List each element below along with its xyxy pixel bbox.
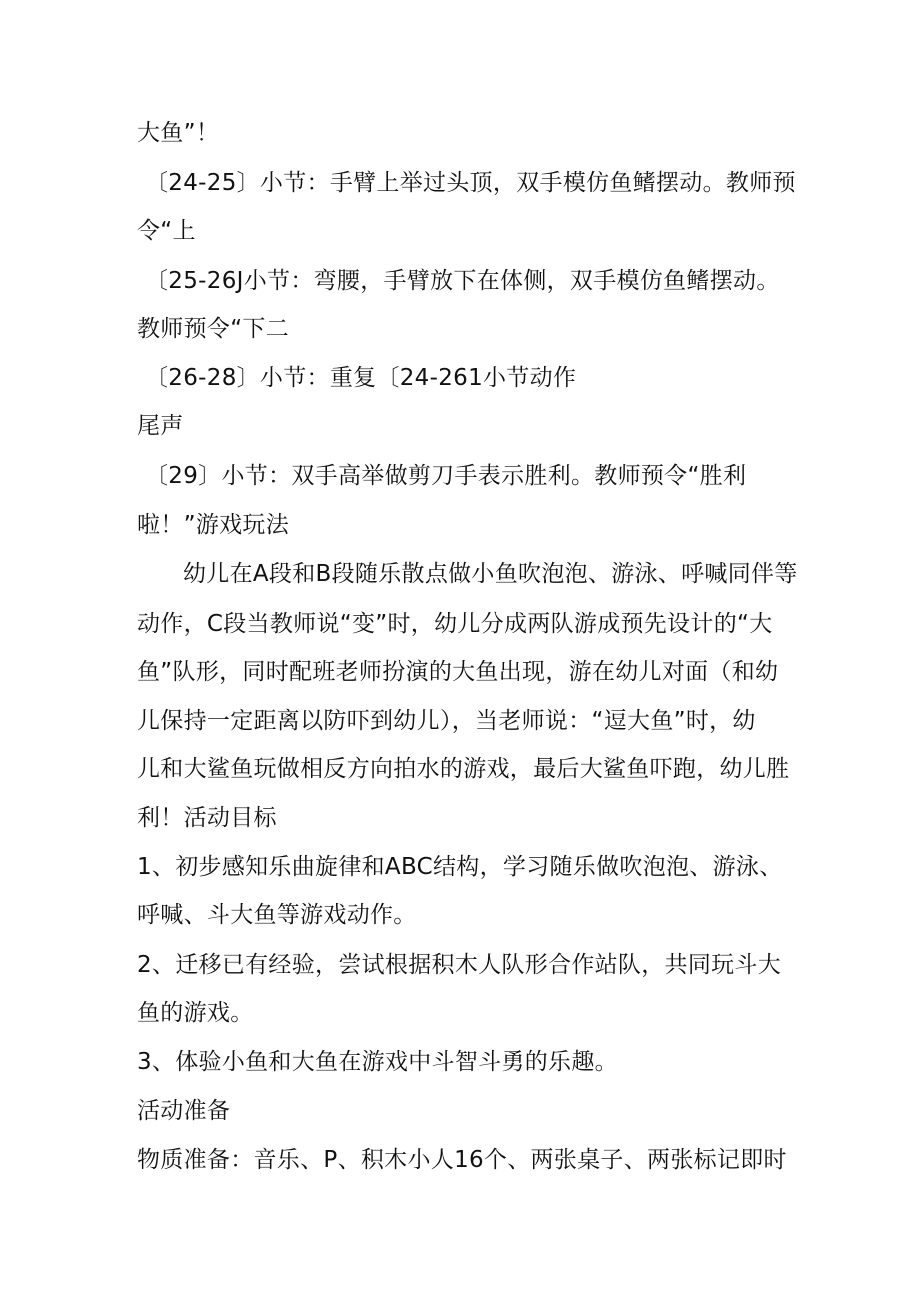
- text-line: 儿保持一定距离以防吓到幼儿），当老师说：“逗大鱼”时，幼: [137, 708, 756, 734]
- text-line: 〔24-25〕小节：手臂上举过头顶，双手模仿鱼鳍摆动。教师预: [145, 170, 796, 196]
- text-line: 啦！”游戏玩法: [137, 512, 290, 538]
- text-line: 鱼”队形，同时配班老师扮演的大鱼出现，游在幼儿对面（和幼: [137, 659, 779, 685]
- list-item-3: 3、体验小鱼和大鱼在游戏中斗智斗勇的乐趣。: [137, 1049, 618, 1075]
- text-line: 〔29〕小节：双手高举做剪刀手表示胜利。教师预令“胜利: [145, 463, 747, 489]
- list-item-1: 1、初步感知乐曲旋律和ABC结构，学习随乐做吹泡泡、游泳、: [137, 854, 783, 880]
- text-line: 物质准备：音乐、P、积木小人16个、两张桌子、两张标记即时: [137, 1147, 787, 1173]
- text-line: 利！活动目标: [137, 805, 277, 831]
- text-line: 大鱼”！: [137, 120, 220, 146]
- text-line: 动作，C段当教师说“变”时，幼儿分成两队游成预先设计的“大: [137, 611, 773, 637]
- section-heading: 尾声: [137, 413, 184, 439]
- list-item-2: 2、迁移已有经验，尝试根据积木人队形合作站队，共同玩斗大: [137, 952, 782, 978]
- text-line: 呼喊、斗大鱼等游戏动作。: [137, 902, 417, 928]
- paragraph-first-line: 幼儿在A段和B段随乐散点做小鱼吹泡泡、游泳、呼喊同伴等: [183, 561, 798, 587]
- text-line: 令“上: [137, 218, 196, 244]
- section-heading: 活动准备: [137, 1098, 231, 1124]
- text-line: 〔26-28〕小节：重复〔24-261小节动作: [145, 365, 577, 391]
- text-line: 鱼的游戏。: [137, 1000, 254, 1026]
- text-line: 儿和大鲨鱼玩做相反方向拍水的游戏，最后大鲨鱼吓跑，幼儿胜: [137, 756, 790, 782]
- text-line: 〔25-26J小节：弯腰，手臂放下在体侧，双手模仿鱼鳍摆动。: [145, 268, 780, 294]
- text-line: 教师预令“下二: [137, 316, 290, 342]
